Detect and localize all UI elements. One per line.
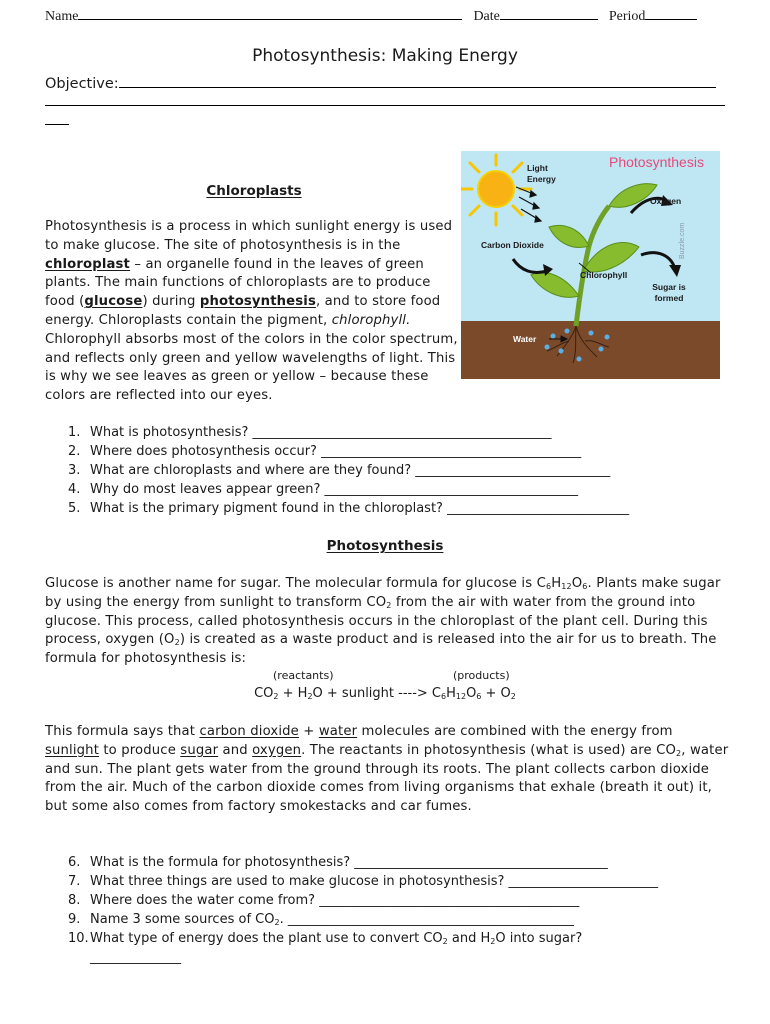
reactants-label: (reactants): [273, 669, 334, 682]
objective-line-3[interactable]: [45, 124, 69, 125]
period-label: Period: [608, 9, 646, 24]
question-8: 8. Where does the water come from? ________________________________________: [68, 893, 580, 908]
objective-label: Objective:: [45, 76, 119, 92]
answer-blank-5[interactable]: ____________________________: [447, 501, 630, 516]
question-2: 2. Where does photosynthesis occur? ________________________________________: [68, 444, 582, 459]
question-7: 7. What three things are used to make glucose in photosynthesis? _______________________: [68, 874, 659, 889]
answer-blank-10[interactable]: ______________: [90, 950, 181, 965]
products-label: (products): [453, 669, 510, 682]
student-header: [45, 6, 697, 25]
keyword-chloroplast: chloroplast: [45, 256, 131, 272]
label-chlorophyll: Chlorophyll: [580, 270, 628, 280]
answer-blank-6[interactable]: _______________________________________: [354, 855, 608, 870]
keyword-photosynthesis: photosynthesis: [199, 294, 316, 310]
label-water: Water: [513, 334, 537, 344]
answer-blank-8[interactable]: ________________________________________: [319, 893, 580, 908]
label-oxygen: Oxygen: [650, 196, 682, 206]
question-10: 10.What type of energy does the plant use to convert $CO_2$ and $H_2O$ into sugar?: [68, 931, 583, 946]
label-carbon-dioxide: Carbon Dioxide: [481, 240, 544, 250]
photosynthesis-formula: $CO_2 + H_2O$ + sunlight ----> $C_6H_{12}O_6 + O_2$: [254, 686, 516, 701]
question-5: 5. What is the primary pigment found in the chloroplast? ____________________________: [68, 501, 630, 516]
watermark: Buzzle.com: [679, 222, 686, 259]
objective-line-2[interactable]: [45, 105, 725, 106]
photosynthesis-paragraph-1: Glucose is another name for sugar. The molecular formula for glucose is $C_6H_{12}O_6$. Plants make sugar by using the energy from sunlight to transform $CO_2$ from the air with water from the ground into glucose. This process, called photosynthesis occurs in the chloroplast of the plant cell. During this process, oxygen $(O_2)$ is created as a waste product and is released into the air for us to breath. The formula for photosynthesis is:: [45, 576, 721, 667]
answer-blank-2[interactable]: ________________________________________: [321, 444, 582, 459]
chloroplasts-paragraph: Photosynthesis is a process in which sunlight energy is used to make glucose. The site of photosynthesis is in the chloroplast – an organelle found in the leaves of green plants. The main functions of chloroplasts are to produce food (glucose) during photosynthesis, and to store food energy. Chloroplasts contain the pigment, chlorophyll. Chlorophyll absorbs most of the colors in the color spectrum, and reflects only green and yellow wavelengths of light. This is why we see leaves as green or yellow – because these colors are reflected into our eyes.: [45, 219, 458, 404]
name-field[interactable]: [78, 6, 462, 20]
answer-blank-3[interactable]: ______________________________: [415, 463, 611, 478]
answer-blank-7[interactable]: _______________________: [508, 874, 659, 889]
keyword-chlorophyll: chlorophyll.: [331, 312, 411, 328]
keyword-water: water: [318, 724, 358, 739]
question-4: 4. Why do most leaves appear green? _______________________________________: [68, 482, 579, 497]
question-1: 1. What is photosynthesis? ______________________________________________: [68, 425, 552, 440]
section-heading-photosynthesis: Photosynthesis: [326, 538, 444, 554]
diagram-title: Photosynthesis: [609, 154, 704, 170]
answer-blank-9[interactable]: ____________________________________________: [287, 912, 574, 927]
page-title: Photosynthesis: Making Energy: [252, 46, 518, 66]
answer-blank-4[interactable]: _______________________________________: [324, 482, 579, 497]
date-field[interactable]: [500, 6, 598, 20]
question-3: 3. What are chloroplasts and where are they found? ______________________________: [68, 463, 611, 478]
objective: [45, 71, 716, 92]
question-9: 9. Name 3 some sources of $CO_2$. ____________________________________________: [68, 912, 574, 927]
period-field[interactable]: [645, 6, 697, 20]
label-light-energy: Light Energy: [527, 163, 556, 184]
question-6: 6. What is the formula for photosynthesis? _______________________________________: [68, 855, 608, 870]
keyword-sunlight: sunlight: [45, 742, 100, 758]
answer-blank-1[interactable]: ______________________________________________: [252, 425, 552, 440]
objective-line-1[interactable]: [119, 71, 716, 88]
date-label: Date: [473, 9, 500, 24]
keyword-sugar: sugar: [180, 742, 219, 758]
label-sugar-formed: Sugar is formed: [652, 282, 686, 303]
section-heading-chloroplasts: Chloroplasts: [206, 183, 302, 199]
keyword-oxygen: oxygen: [252, 742, 302, 758]
diagram-svg: [461, 151, 720, 379]
photosynthesis-diagram: [461, 151, 720, 379]
name-label: Name: [45, 9, 79, 24]
sun-icon: [461, 155, 531, 225]
photosynthesis-paragraph-2: This formula says that carbon dioxide + water molecules are combined with the energy from sunlight to produce sugar and oxygen. The reactants in photosynthesis (what is used) are $CO_2$, water and sun. The plant gets water from the ground through its roots. The plant collects carbon dioxide from the air. Much of the carbon dioxide comes from living organisms that exhale (breath it out) it, but some also comes from factory smokestacks and car fumes.: [45, 724, 729, 815]
keyword-carbon-dioxide: carbon dioxide: [199, 724, 299, 739]
keyword-glucose: glucose: [84, 294, 143, 310]
